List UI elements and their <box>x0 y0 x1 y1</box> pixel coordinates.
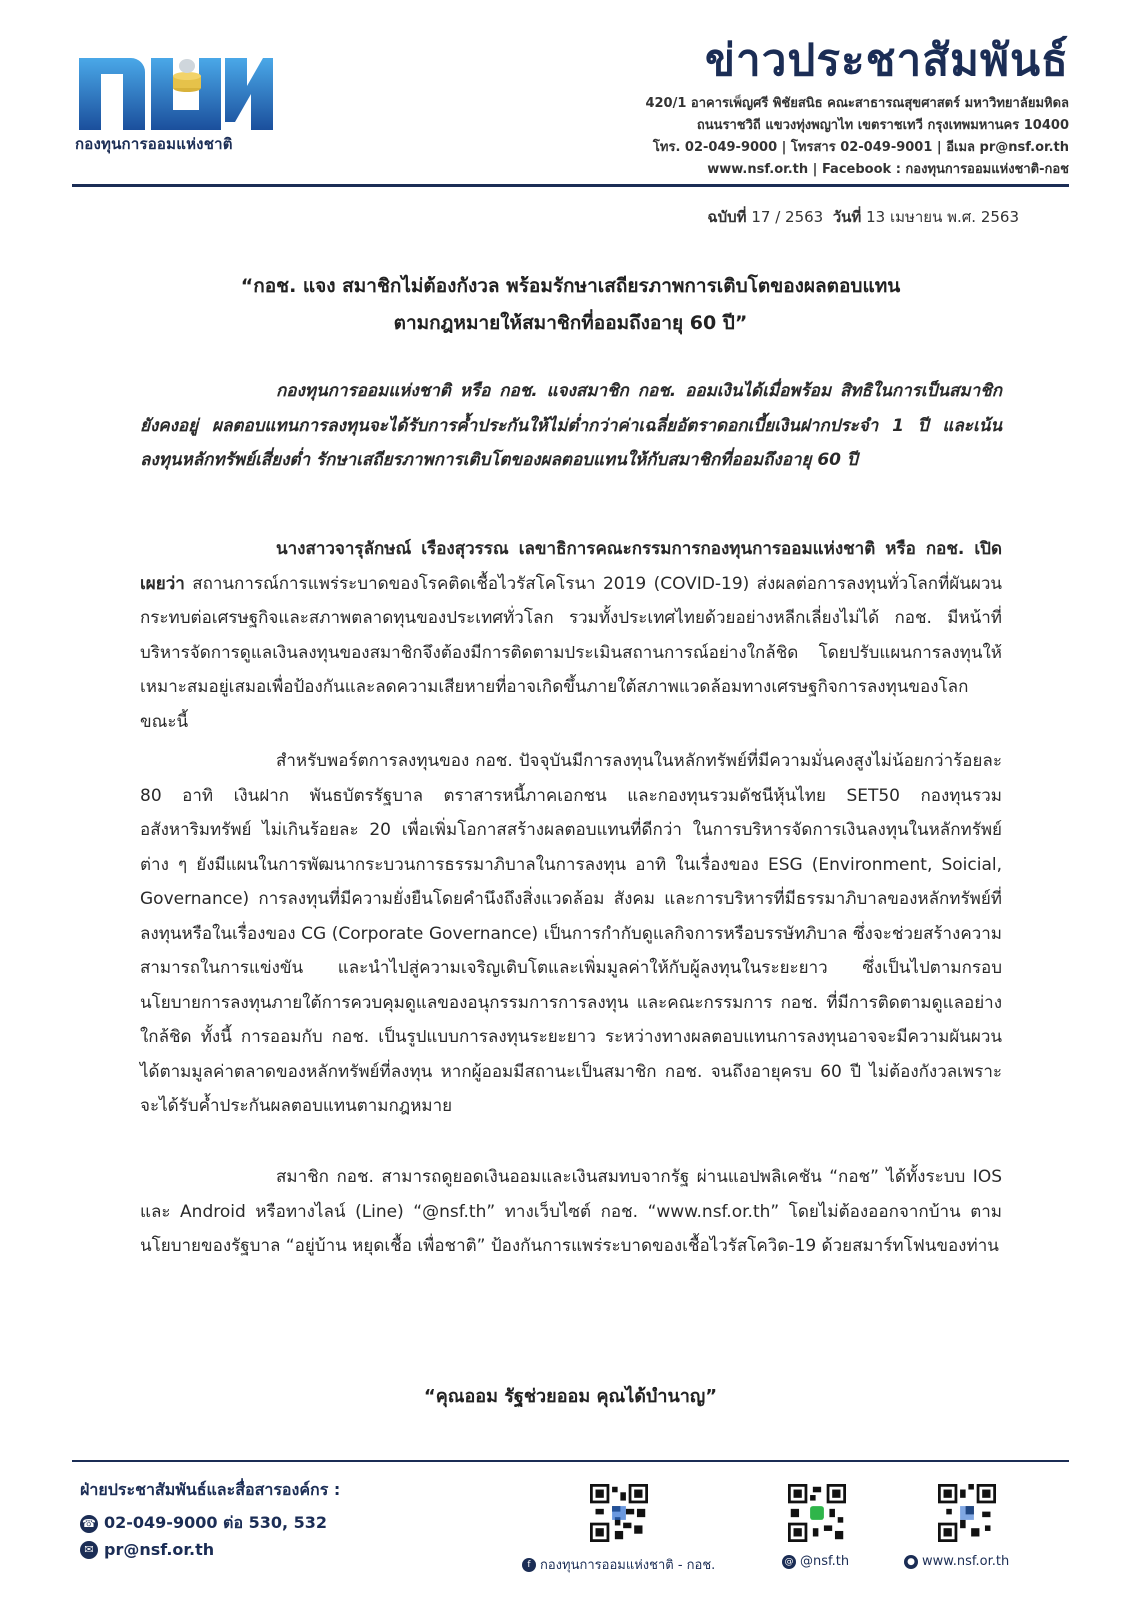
header-address-2: ถนนราชวิถี แขวงทุ่งพญาไท เขตราชเทวี กรุงเทพมหานคร 10400 <box>696 118 1069 133</box>
slogan: “คุณออม รัฐช่วยออม คุณได้บำนาญ” <box>423 1386 718 1407</box>
header-address-1: 420/1 อาคารเพ็ญศรี พิชัยสนิธ คณะสาธารณสุขศาสตร์ มหาวิทยาลัยมหิดล <box>645 96 1069 111</box>
qr-caption-line[interactable] <box>782 1554 849 1569</box>
lead-paragraph <box>140 374 1002 478</box>
line-icon: @ <box>782 1555 796 1569</box>
line-id-text[interactable]: @nsf.th <box>800 1554 850 1569</box>
email-icon: ✉ <box>80 1541 98 1559</box>
footer-phone <box>80 1511 327 1536</box>
paragraph-3 <box>140 744 1002 1124</box>
footer-phone-text: 02-049-9000 ต่อ 530, 532 <box>104 1513 328 1532</box>
header-title: ข่าวประชาสัมพันธ์ <box>704 35 1069 86</box>
website-link-text[interactable]: www.nsf.or.th <box>922 1554 1010 1569</box>
header-web: www.nsf.or.th | Facebook : กองทุนการออมแห่งชาติ-กอช <box>707 162 1069 177</box>
headline <box>100 268 1041 342</box>
logo-caption: กองทุนการออมแห่งชาติ <box>75 135 233 153</box>
headline-line-1: “กอช. แจง สมาชิกไม่ต้องกังวล พร้อมรักษาเสถียรภาพการเติบโตของผลตอบแทน <box>240 275 901 297</box>
nsf-logo <box>75 48 275 144</box>
qr-code-website <box>938 1484 996 1542</box>
qr-caption-facebook[interactable] <box>522 1554 715 1575</box>
date-label: วันที่ <box>832 208 862 226</box>
footer-email[interactable] <box>80 1540 214 1559</box>
issue-line <box>707 205 1019 229</box>
qr-code-facebook <box>590 1484 648 1542</box>
qr-caption-website[interactable] <box>904 1554 1009 1569</box>
paragraph-2-text: สถานการณ์การแพร่ระบาดของโรคติดเชื้อไวรัสโคโรนา 2019 (COVID-19) ส่งผลต่อการลงทุนทั่วโลกที่ผันผวนกระทบต่อเศรษฐกิจและสภาพตลาดทุนของประเทศทั่วโลก รวมทั้งประเทศไทยด้วยอย่างหลีกเลี่ยงไม่ได้ กอช. มีหน้าที่บริหารจัดการดูแลเงินลงทุนของสมาชิกจึงต้องมีการติดตามประเมินสถานการณ์อย่างใกล้ชิด โดยปรับแผนการลงทุนให้เหมาะสมอยู่เสมอเพื่อป้องกันและลดความเสียหายที่อาจเกิดขึ้นภายใต้สภาพแวดล้อมทางเศรษฐกิจการลงทุนของโลกขณะนี้ <box>140 573 1002 732</box>
facebook-icon: f <box>522 1558 536 1572</box>
issue-value: 17 / 2563 <box>751 208 824 226</box>
spokesperson: นางสาวจารุลักษณ์ เรืองสุวรรณ เลขาธิการคณะกรรมการกองทุนการออมแห่งชาติ หรือ กอช. เปิดเผยว่า <box>140 539 1002 594</box>
qr-code-line <box>788 1484 846 1542</box>
paragraph-3-text: สำหรับพอร์ตการลงทุนของ กอช. ปัจจุบันมีการลงทุนในหลักทรัพย์ที่มีความมั่นคงสูงไม่น้อยกว่าร้อยละ 80 อาทิ เงินฝาก พันธบัตรรัฐบาล ตราสารหนี้ภาคเอกชน และกองทุนรวมดัชนีหุ้นไทย SET50 กองทุนรวมอสังหาริมทรัพย์ ไม่เกินร้อยละ 20 เพื่อเพิ่มโอกาสสร้างผลตอบแทนที่ดีกว่า ในการบริหารจัดการเงินลงทุนในหลักทรัพย์ต่าง ๆ ยังมีแผนในการพัฒนากระบวนการธรรมาภิบาลในการลงทุน อาทิ ในเรื่องของ ESG (Environment, Soicial, Governance) การลงทุนที่มีความยั่งยืนโดยคำนึงถึงสิ่งแวดล้อม สังคม และการบริหารที่มีธรรมาภิบาลของหลักทรัพย์ที่ลงทุนหรือในเรื่องของ CG (Corporate Governance) เป็นการกำกับดูแลกิจการหรือบรรษัทภิบาล ซึ่งจะช่วยสร้างความสามารถในการแข่งขัน และนำไปสู่ความเจริญเติบโตและเพิ่มมูลค่าให้กับผู้ลงทุนในระยะยาว ซึ่งเป็นไปตามกรอบนโยบายการลงทุนภายใต้การควบคุมดูแลของอนุกรรมการการลงทุน และคณะกรรมการ กอช. ที่มีการติดตามดูแลอย่างใกล้ชิด ทั้งนี้ การออมกับ กอช. เป็นรูปแบบการลงทุนระยะยาว ระหว่างทางผลตอบแทนการลงทุนอาจจะมีความผันผวนได้ตามมูลค่าตลาดของหลักทรัพย์ที่ลงทุน หากผู้ออมมีสถานะเป็นสมาชิก กอช. จนถึงอายุครบ 60 ปี ไม่ต้องกังวลเพราะจะได้รับค้ำประกันผลตอบแทนตามกฎหมาย <box>140 751 1002 1116</box>
paragraph-4-text: สมาชิก กอช. สามารถดูยอดเงินออมและเงินสมทบจากรัฐ ผ่านแอปพลิเคชัน “กอช” ได้ทั้งระบบ IOS และ Android หรือทางไลน์ (Line) “@nsf.th” ทางเว็บไซต์ กอช. “www.nsf.or.th” โดยไม่ต้องออกจากบ้าน ตามนโยบายของรัฐบาล “อยู่บ้าน หยุดเชื้อ เพื่อชาติ” ป้องกันการแพร่ระบาดของเชื้อไวรัสโควิด-19 ด้วยสมาร์ทโฟนของท่าน <box>140 1167 1002 1256</box>
header-contact: โทร. 02-049-9000 | โทรสาร 02-049-9001 | อีเมล pr@nsf.or.th <box>652 140 1069 155</box>
lead-text: กองทุนการออมแห่งชาติ หรือ กอช. แจงสมาชิก กอช. ออมเงินได้เมื่อพร้อม สิทธิในการเป็นสมาชิกยังคงอยู่ ผลตอบแทนการลงทุนจะได้รับการค้ำประกันให้ไม่ต่ำกว่าค่าเฉลี่ยอัตราดอกเบี้ยเงินฝากประจำ 1 ปี และเน้นลงทุนหลักทรัพย์เสี่ยงต่ำ รักษาเสถียรภาพการเติบโตของผลตอบแทนให้กับสมาชิกที่ออมถึงอายุ 60 ปี <box>140 381 1002 470</box>
facebook-link-text[interactable]: กองทุนการออมแห่งชาติ - กอช. <box>540 1558 716 1573</box>
globe-icon: ● <box>904 1555 918 1569</box>
footer-divider <box>72 1460 1069 1462</box>
phone-icon: ☎ <box>80 1515 98 1533</box>
header-divider <box>72 184 1069 187</box>
paragraph-4 <box>140 1160 1002 1264</box>
paragraph-2 <box>140 532 1002 739</box>
footer-label: ฝ่ายประชาสัมพันธ์และสื่อสารองค์กร : <box>80 1480 341 1499</box>
headline-line-2: ตามกฎหมายให้สมาชิกที่ออมถึงอายุ 60 ปี” <box>393 312 748 334</box>
issue-label: ฉบับที่ <box>707 208 747 226</box>
date-value: 13 เมษายน พ.ศ. 2563 <box>866 208 1019 226</box>
footer-email-text[interactable]: pr@nsf.or.th <box>104 1540 215 1559</box>
